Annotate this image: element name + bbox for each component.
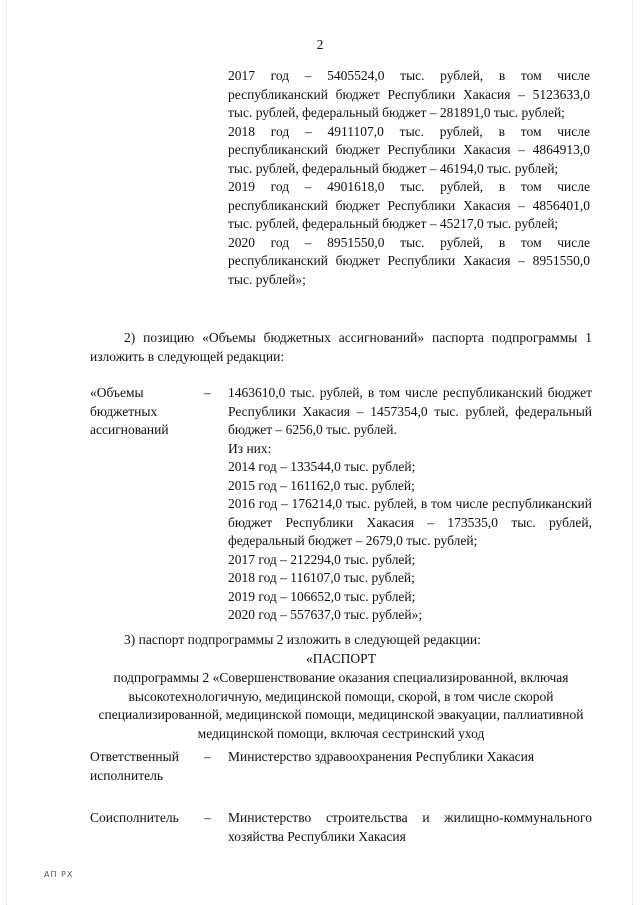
budget-year-2019: 2019 год – 106652,0 тыс. рублей;	[228, 588, 416, 604]
year-entry-2019: 2019 год – 4901618,0 тыс. рублей, в том числе республиканский бюджет Республики Хакасия – 4856401,0 тыс. рублей, федеральный бюджет – 45217,0 тыс. рублей;	[228, 179, 590, 231]
budget-allocation-label: «Объемы бюджетных ассигнований	[90, 385, 169, 437]
footer-archive-stamp: АП РХ	[44, 870, 74, 879]
budget-year-2017: 2017 год – 212294,0 тыс. рублей;	[228, 551, 416, 567]
responsible-executor-value: Министерство здравоохранения Республики Хакасия	[228, 749, 535, 764]
budget-year-2015: 2015 год – 161162,0 тыс. рублей;	[228, 477, 415, 493]
item-2-paragraph: 2) позицию «Объемы бюджетных ассигнований» паспорта подпрограммы 1 изложить в следующей редакции:	[90, 330, 592, 364]
passport-heading: «ПАСПОРТ	[306, 651, 376, 666]
year-entry-2018: 2018 год – 4911107,0 тыс. рублей, в том числе республиканский бюджет Республики Хакасия – 4864913,0 тыс. рублей, федеральный бюджет – 46194,0 тыс. рублей;	[228, 123, 590, 176]
passport-title: подпрограммы 2 «Совершенствование оказания специализированной, включая высокотехнологичную, медицинской помощи, скорой, в том числе скорой специализированной, медицинской помощи, медицинской эвакуации, паллиативной медицинской помощи, включая сестринский уход	[98, 670, 584, 741]
budget-total: 1463610,0 тыс. рублей, в том числе республиканский бюджет Республики Хакасия – 1457354,0 тыс. рублей, федеральный бюджет – 6256,0 тыс. рублей.	[228, 385, 592, 437]
budget-allocation-dash: –	[204, 385, 211, 400]
responsible-executor-label: Ответственный исполнитель	[90, 749, 179, 783]
budget-from-them: Из них:	[228, 440, 272, 456]
year-entry-2020: 2020 год – 8951550,0 тыс. рублей, в том числе республиканский бюджет Республики Хакасия – 8951550,0 тыс. рублей»;	[228, 234, 590, 287]
responsible-executor-dash: –	[204, 749, 211, 764]
item-3-paragraph: 3) паспорт подпрограммы 2 изложить в следующей редакции:	[124, 632, 481, 647]
budget-year-2020: 2020 год – 557637,0 тыс. рублей»;	[228, 607, 423, 622]
right-scan-edge	[632, 0, 635, 905]
year-entry-2017: 2017 год – 5405524,0 тыс. рублей, в том числе республиканский бюджет Республики Хакасия – 5123633,0 тыс. рублей, федеральный бюджет – 281891,0 тыс. рублей;	[228, 68, 590, 120]
coexecutor-value: Министерство строительства и жилищно-коммунального хозяйства Республики Хакасия	[228, 810, 592, 844]
budget-allocation-value	[228, 384, 592, 625]
page-number: 2	[316, 37, 324, 52]
coexecutor-dash: –	[204, 810, 211, 825]
coexecutor-label: Соисполнитель	[90, 810, 179, 825]
budget-year-2014: 2014 год – 133544,0 тыс. рублей;	[228, 459, 416, 474]
budget-year-2018: 2018 год – 116107,0 тыс. рублей;	[228, 570, 415, 585]
continuation-year-list	[228, 67, 590, 289]
left-scan-edge	[6, 0, 9, 905]
budget-year-2016: 2016 год – 176214,0 тыс. рублей, в том числе республиканский бюджет Республики Хакасия – 173535,0 тыс. рублей, федеральный бюджет – 2679,0 тыс. рублей;	[228, 496, 592, 548]
